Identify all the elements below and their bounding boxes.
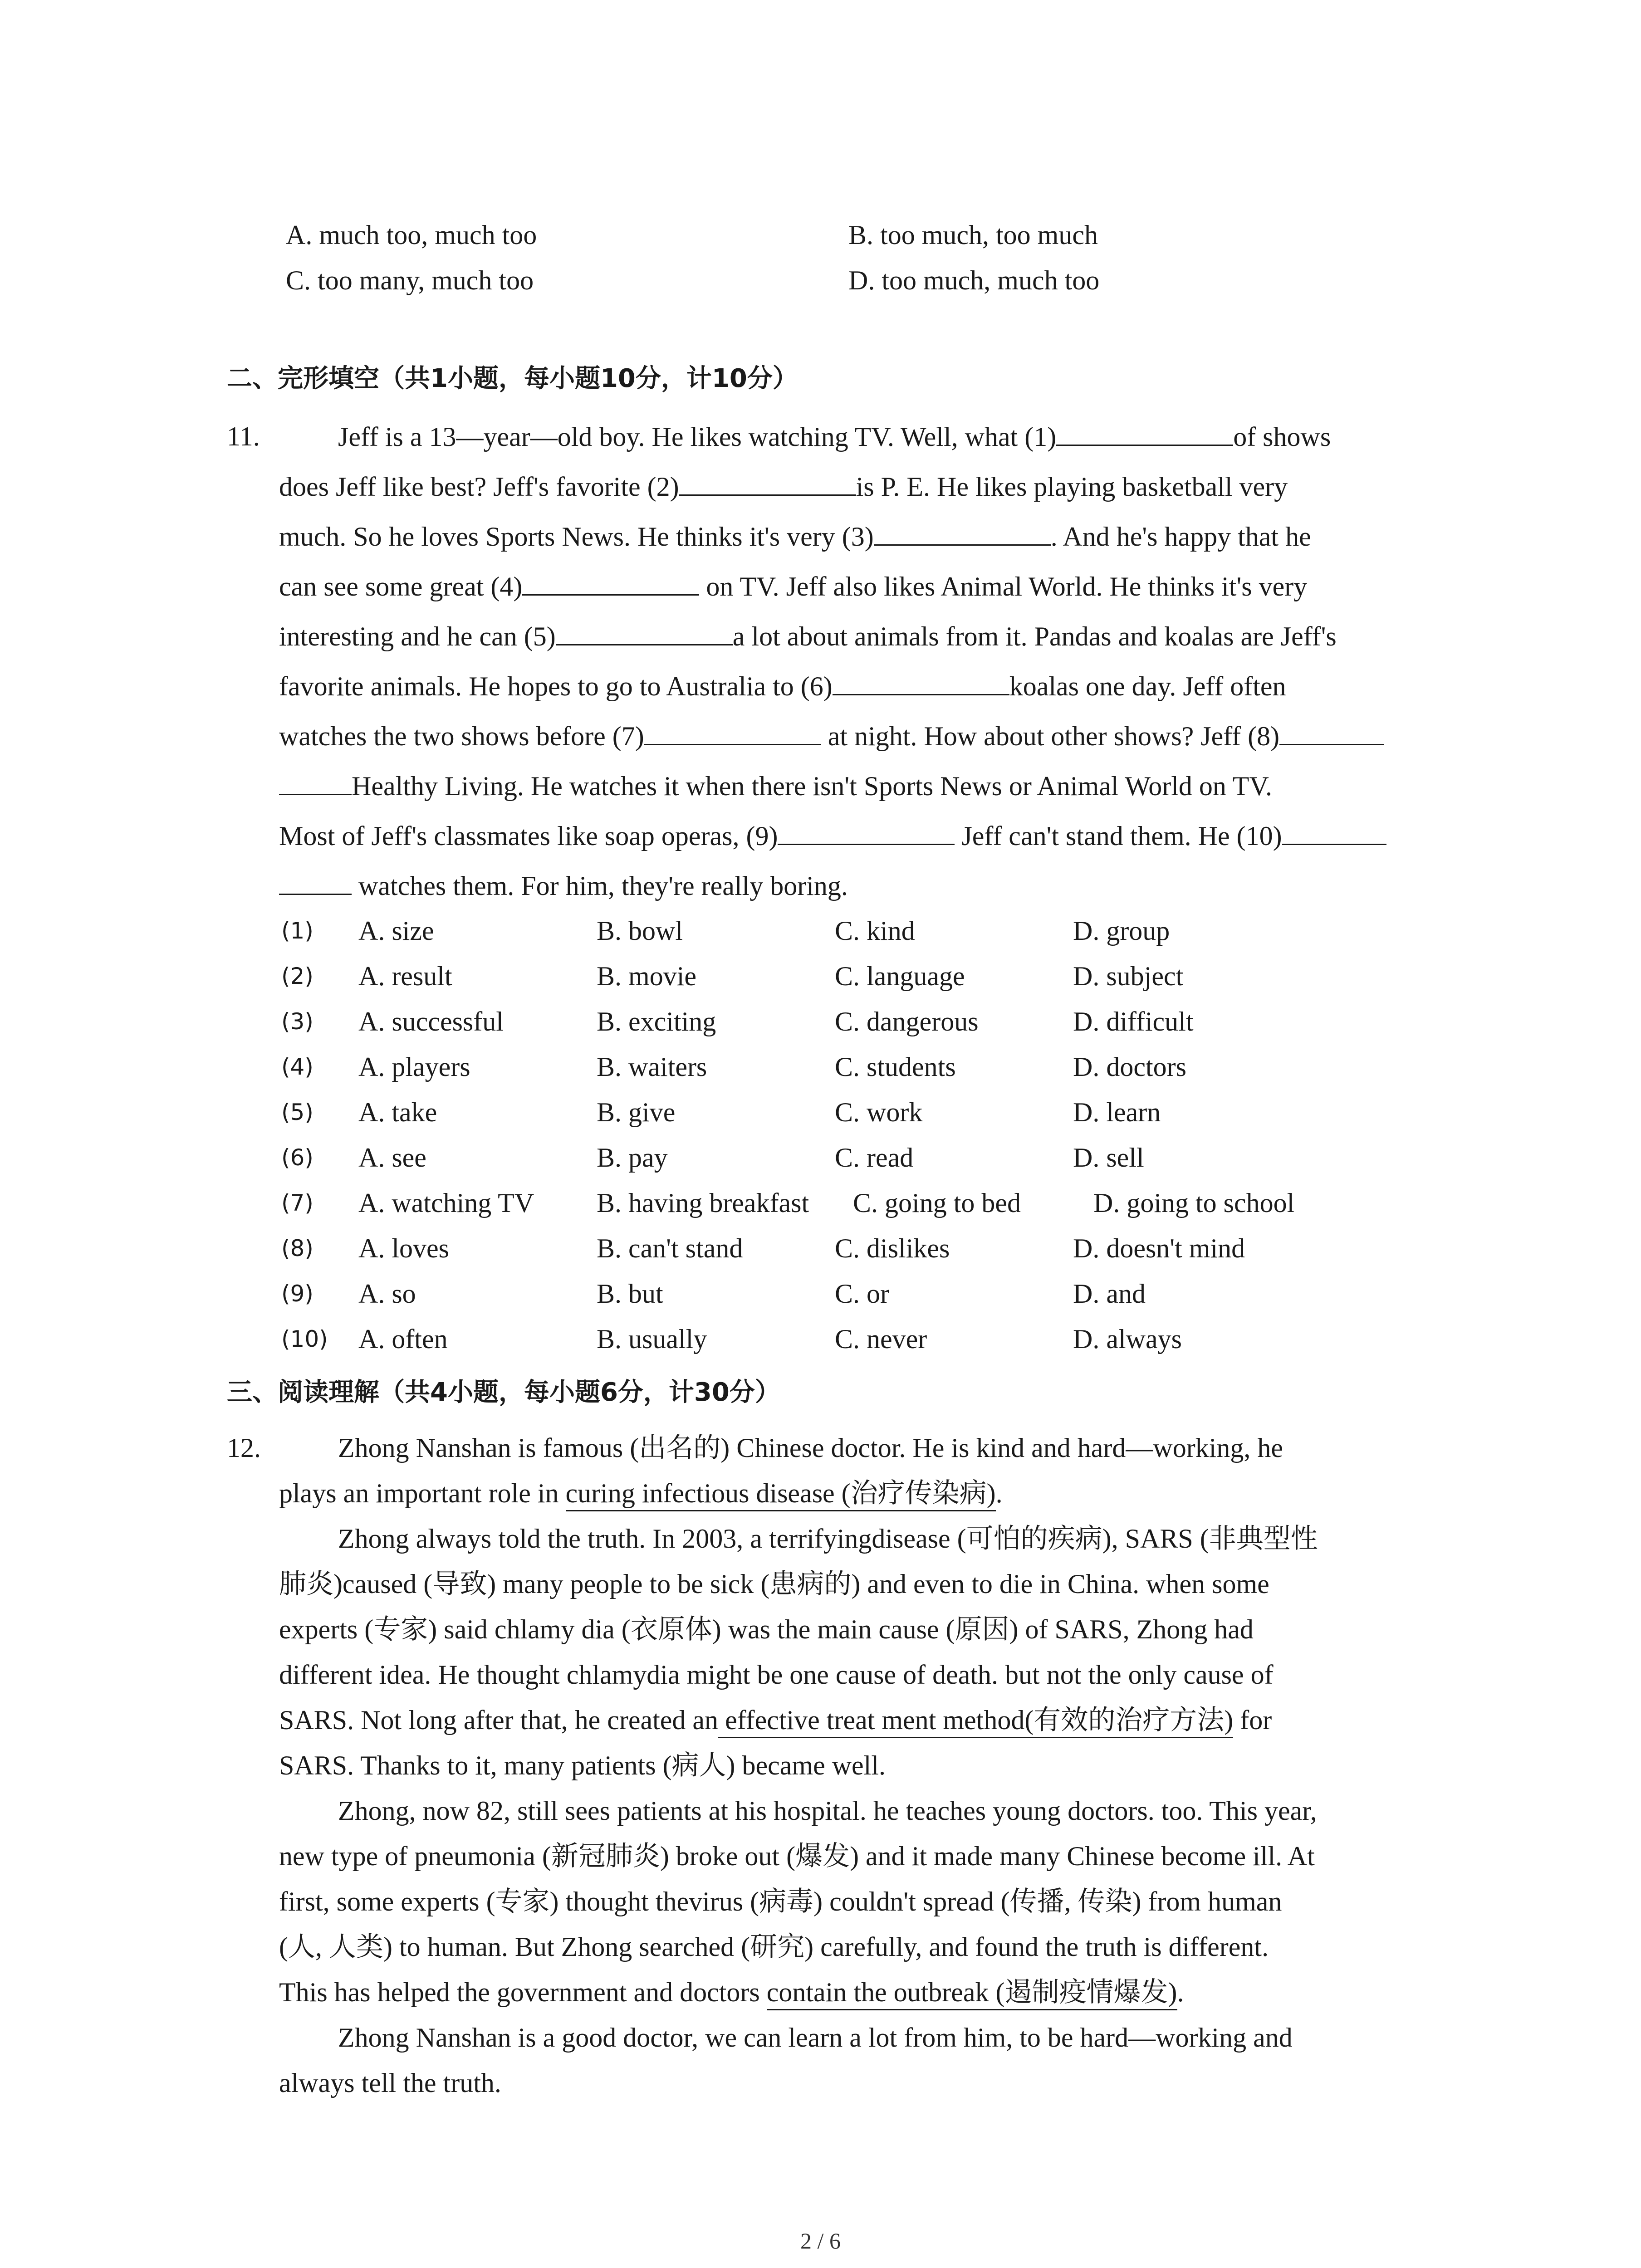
option-row: (7) A. watching TV B. having breakfast C. going to bed D. going to school [281,1188,1295,1218]
option-row: (6) A. see B. pay C. read D. sell [281,1143,1144,1173]
reading-line: SARS. Not long after that, he created an effective treat ment method(有效的治疗方法) for [279,1702,1272,1738]
option-row: (5) A. take B. give C. work D. learn [281,1097,1161,1127]
option-row: (4) A. players B. waiters C. students D. doctors [281,1052,1186,1082]
option-b: B. too much, too much [848,220,1098,250]
reading-line: plays an important role in curing infectious disease (治疗传染病). [279,1475,1003,1511]
answer-blank-10a [1282,817,1386,845]
answer-blank-4 [522,568,699,596]
option-row: (3) A. successful B. exciting C. dangerous D. difficult [281,1007,1194,1036]
reading-line: experts (专家) said chlamy dia (衣原体) was the main cause (原因) of SARS, Zhong had [279,1614,1254,1644]
answer-blank-3 [874,518,1051,546]
question-number: 12. [227,1433,261,1463]
question-number: 11. [227,421,260,451]
passage-line: can see some great (4) on TV. Jeff also likes Animal World. He thinks it's very [279,568,1307,605]
answer-blank-2 [679,468,856,496]
answer-blank-8b [279,767,352,795]
option-a: A. much too, much too [286,220,537,250]
answer-blank-5 [556,618,733,645]
reading-line: first, some experts (专家) thought thevirus (病毒) couldn't spread (传播, 传染) from human [279,1887,1282,1916]
answer-blank-10b [279,867,352,895]
reading-line: (人, 人类) to human. But Zhong searched (研究) carefully, and found the truth is different. [279,1932,1269,1962]
reading-line: always tell the truth. [279,2068,501,2098]
section-heading-cloze: 二、完形填空（共1小题，每小题10分，计10分） [227,364,798,393]
answer-blank-7 [644,718,821,745]
reading-line: SARS. Thanks to it, many patients (病人) became well. [279,1750,886,1780]
passage-line: Healthy Living. He watches it when there isn't Sports News or Animal World on TV. [279,767,1272,804]
option-row: (1) A. size B. bowl C. kind D. group [281,916,1170,946]
page-number: 2 / 6 [800,2228,841,2253]
reading-line: Zhong Nanshan is famous (出名的) Chinese doctor. He is kind and hard—working, he [338,1433,1283,1463]
reading-line: Zhong, now 82, still sees patients at his hospital. he teaches young doctors. too. This year, [338,1796,1317,1826]
passage-line: much. So he loves Sports News. He thinks it's very (3) . And he's happy that he [279,518,1311,555]
answer-blank-6 [833,668,1009,695]
passage-line: does Jeff like best? Jeff's favorite (2) is P. E. He likes playing basketball very [279,468,1288,505]
section-heading-reading: 三、阅读理解（共4小题，每小题6分，计30分） [227,1378,780,1407]
answer-blank-1 [1056,418,1233,446]
option-row: (8) A. loves B. can't stand C. dislikes D. doesn't mind [281,1233,1245,1263]
passage-line: favorite animals. He hopes to go to Australia to (6) koalas one day. Jeff often [279,668,1286,704]
reading-line: different idea. He thought chlamydia might be one cause of death. but not the only cause of [279,1660,1274,1690]
answer-blank-9 [778,817,955,845]
option-row: (9) A. so B. but C. or D. and [281,1279,1146,1309]
reading-line: new type of pneumonia (新冠肺炎) broke out (爆发) and it made many Chinese become ill. At [279,1841,1315,1871]
reading-line: 肺炎)caused (导致) many people to be sick (患病的) and even to die in China. when some [279,1569,1269,1599]
option-row: (10) A. often B. usually C. never D. always [281,1324,1182,1354]
passage-line: Jeff is a 13—year—old boy. He likes watching TV. Well, what (1) of shows [338,418,1331,455]
option-row: (2) A. result B. movie C. language D. subject [281,961,1184,991]
answer-blank-8a [1279,718,1384,745]
option-d: D. too much, much too [848,265,1100,295]
passage-line: watches them. For him, they're really boring. [279,867,848,904]
passage-line: interesting and he can (5) a lot about animals from it. Pandas and koalas are Jeff's [279,618,1337,655]
reading-line: This has helped the government and doctors contain the outbreak (遏制疫情爆发). [279,1974,1184,2010]
reading-line: Zhong always told the truth. In 2003, a terrifyingdisease (可怕的疾病), SARS (非典型性 [338,1524,1318,1554]
option-c: C. too many, much too [286,265,534,295]
passage-line: Most of Jeff's classmates like soap operas, (9) Jeff can't stand them. He (10) [279,817,1386,854]
reading-line: Zhong Nanshan is a good doctor, we can learn a lot from him, to be hard—working and [338,2023,1293,2053]
passage-line: watches the two shows before (7) at night. How about other shows? Jeff (8) [279,718,1384,754]
